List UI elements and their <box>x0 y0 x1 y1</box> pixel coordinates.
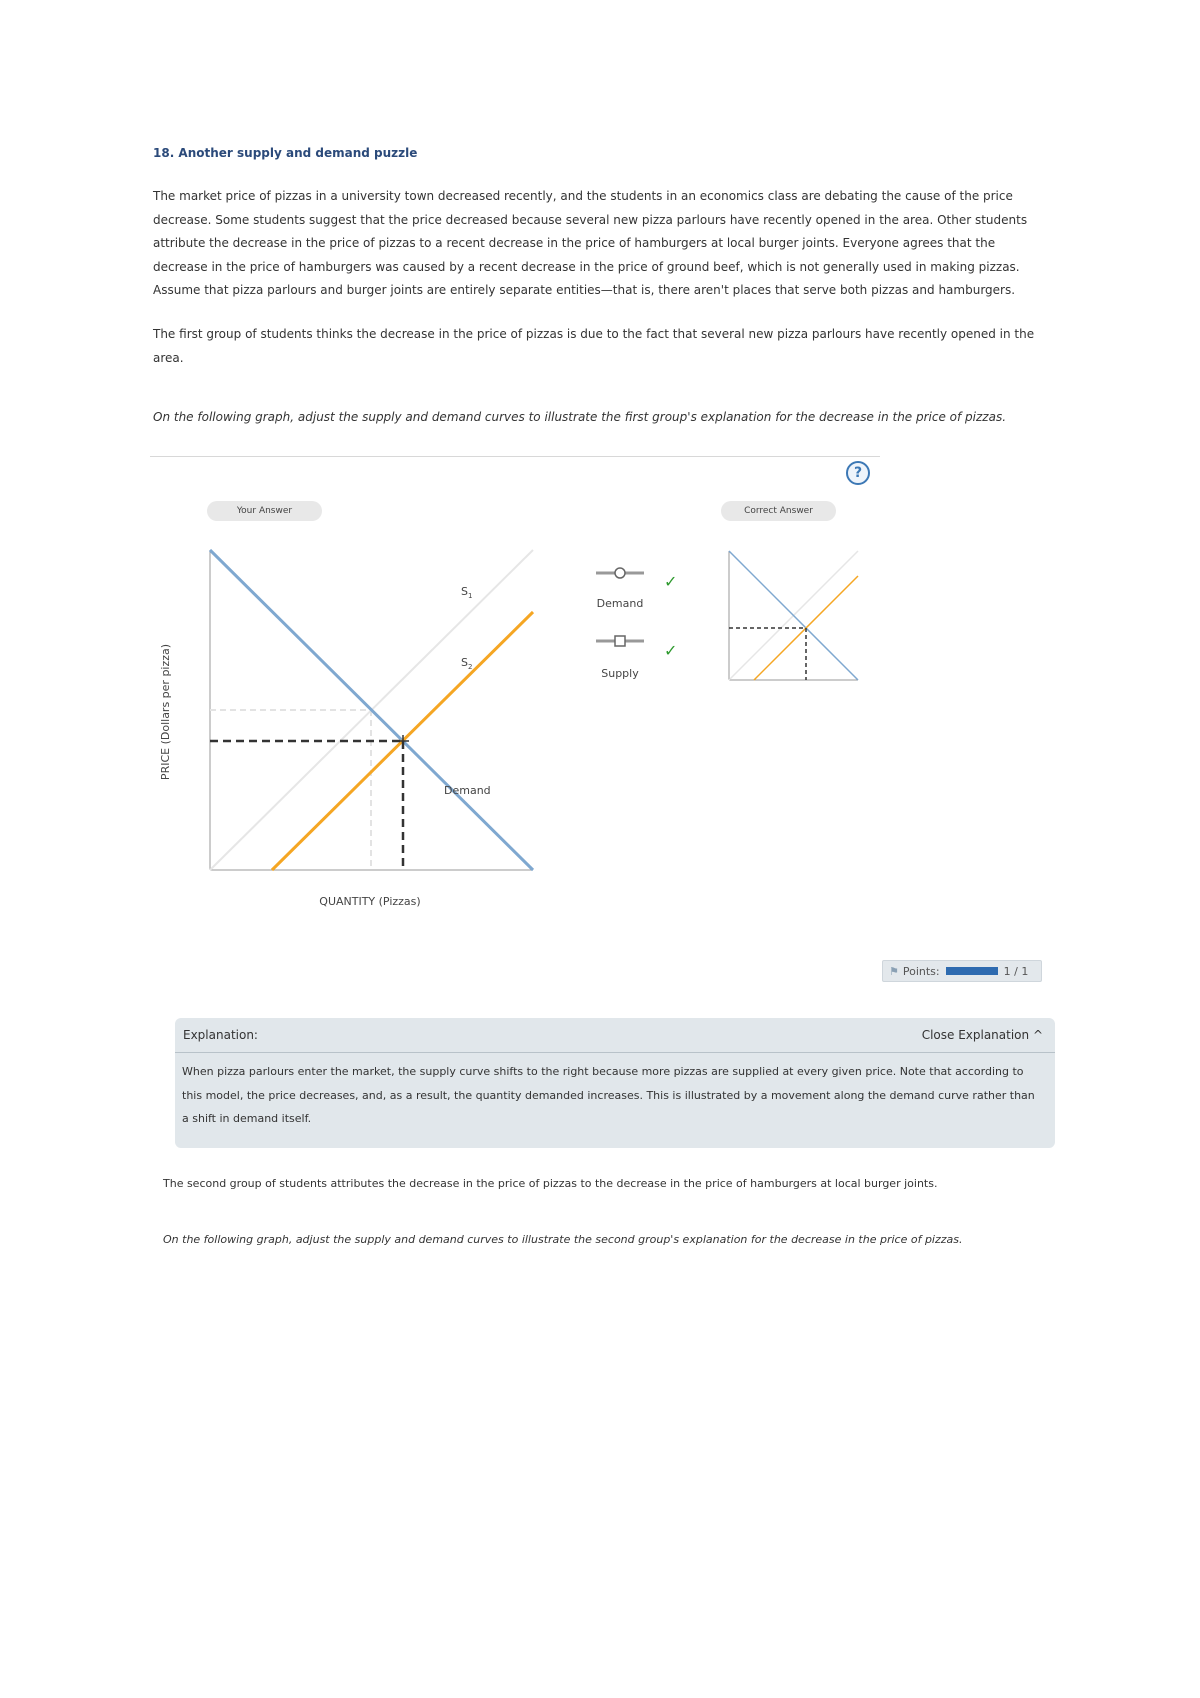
question-intro: The market price of pizzas in a university town decreased recently, and the students in an economics class are debating the cause of the price decrease. Some students suggest that the price decreased because several new pizza parlours have recently opened in the area. Other students attribute the decrease in the price of pizzas to a recent decrease in the price of hamburgers at local burger joints. Everyone agrees that the decrease in the price of hamburgers was caused by a recent decrease in the price of ground beef, which is not generally used in making pizzas. Assume that pizza parlours and burger joints are entirely separate entities—that is, there aren't places that serve both pizzas and hamburgers. <box>153 189 1028 297</box>
correct-answer-graph <box>727 548 862 683</box>
explanation-title: Explanation: <box>183 1028 258 1042</box>
price-axis-label: PRICE (Dollars per pizza) <box>159 643 172 781</box>
group1-text: The first group of students thinks the decrease in the price of pizzas is due to the fact that several new pizza parlours have recently opened in the area. <box>153 327 1035 365</box>
s2-label: $S_2$ <box>461 656 473 671</box>
instruction-1: On the following graph, adjust the supply and demand curves to illustrate the first group's explanation for the decrease in the price of pizzas. <box>153 410 1007 424</box>
circle-handle-icon[interactable] <box>595 565 645 581</box>
demand-check-icon: ✓ <box>664 572 678 591</box>
your-answer-tab[interactable]: Your Answer <box>207 501 322 521</box>
points-value: 1 / 1 <box>1003 964 1029 978</box>
help-icon[interactable]: ? <box>846 461 870 485</box>
points-indicator <box>882 960 1042 982</box>
square-handle-icon[interactable] <box>595 633 645 649</box>
explanation-text: When pizza parlours enter the market, the supply curve shifts to the right because more pizzas are supplied at every given price. Note that according to this model, the price decreases, and, as a result, the quantity demanded increases. This is illustrated by a movement along the demand curve rather than a shift in demand itself. <box>182 1065 1035 1125</box>
explanation-panel <box>175 1018 1055 1148</box>
graph-top-divider <box>150 456 880 457</box>
your-answer-graph <box>150 540 550 920</box>
group2-text: The second group of students attributes the decrease in the price of pizzas to the decrease in the price of hamburgers at local burger joints. <box>163 1177 938 1190</box>
supply-check-icon: ✓ <box>664 641 678 660</box>
supply-tool-label: Supply <box>601 667 639 680</box>
close-explanation-button[interactable]: Close Explanation ^ <box>921 1028 1043 1042</box>
points-progress-bar <box>946 967 998 975</box>
question-title: 18. Another supply and demand puzzle <box>153 146 418 160</box>
correct-answer-tab[interactable]: Correct Answer <box>721 501 836 521</box>
flag-icon: ⚑ <box>889 964 899 978</box>
s1-label: $S_1$ <box>461 585 473 600</box>
demand-tool-label: Demand <box>596 597 644 610</box>
instruction-2: On the following graph, adjust the supply and demand curves to illustrate the second group's explanation for the decrease in the price of pizzas. <box>163 1233 963 1246</box>
quantity-axis-label: QUANTITY (Pizzas) <box>319 895 421 908</box>
explanation-header <box>175 1018 1055 1053</box>
demand-curve-label: Demand <box>444 784 491 797</box>
points-label: Points: <box>902 964 940 978</box>
